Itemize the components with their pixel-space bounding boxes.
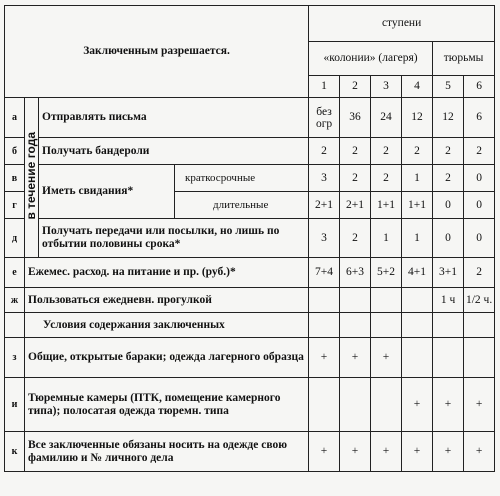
cell-value <box>464 313 495 338</box>
cell-value: 2 <box>340 138 371 165</box>
row-letter: к <box>5 432 25 472</box>
cell-value: 2 <box>371 138 402 165</box>
cell-value: 6 <box>464 98 495 138</box>
cell-value <box>433 313 464 338</box>
cell-value: 3 <box>309 219 340 258</box>
cell-value <box>309 288 340 313</box>
cell-value <box>402 338 433 378</box>
cell-value <box>371 378 402 432</box>
table-row <box>5 258 495 288</box>
cell-value: 3+1 <box>433 258 464 288</box>
table-row <box>5 165 495 192</box>
cell-value: 0 <box>464 165 495 192</box>
section-row <box>5 313 495 338</box>
vertical-label: в течение года <box>24 131 38 220</box>
cell-value: 2+1 <box>340 192 371 219</box>
row-letter: и <box>5 378 25 432</box>
table-row <box>5 432 495 472</box>
cell-value: 6+3 <box>340 258 371 288</box>
section-heading: Условия содержания заключенных <box>25 313 309 338</box>
cell-value <box>340 288 371 313</box>
cell-value: + <box>340 432 371 472</box>
cell-value: 0 <box>464 192 495 219</box>
row-label: Получать передачи или посылки, но лишь по отбытии половины срока* <box>39 219 309 258</box>
cell-value <box>340 378 371 432</box>
stage-number: 3 <box>371 76 402 98</box>
cell-value: + <box>464 378 495 432</box>
cell-value: 24 <box>371 98 402 138</box>
cell-value: 2+1 <box>309 192 340 219</box>
cell-value: 2 <box>433 165 464 192</box>
cell-value: 36 <box>340 98 371 138</box>
cell-value <box>402 288 433 313</box>
cell-value: 2 <box>340 165 371 192</box>
cell-value: + <box>371 432 402 472</box>
cell-value: 1 <box>402 219 433 258</box>
cell-value: 1/2 ч. <box>464 288 495 313</box>
cell-value: + <box>309 338 340 378</box>
table-row <box>5 98 495 138</box>
cell-value <box>340 313 371 338</box>
table-row <box>5 138 495 165</box>
cell-value: 1+1 <box>402 192 433 219</box>
cell-value: + <box>340 338 371 378</box>
header-colonies: «колонии» (лагеря) <box>309 42 433 76</box>
cell-value: 2 <box>402 138 433 165</box>
cell-value: 0 <box>433 219 464 258</box>
row-label: Иметь свидания* <box>39 165 175 219</box>
cell-value: 4+1 <box>402 258 433 288</box>
cell-value: 1 <box>371 219 402 258</box>
cell-value: 2 <box>464 258 495 288</box>
row-letter: а <box>5 98 25 138</box>
table-row <box>5 338 495 378</box>
cell-value <box>309 313 340 338</box>
cell-value: 12 <box>433 98 464 138</box>
row-label: Пользоваться ежедневн. прогулкой <box>25 288 309 313</box>
cell-value <box>402 313 433 338</box>
cell-value: + <box>309 432 340 472</box>
stage-number: 6 <box>464 76 495 98</box>
header-title: Заключенным разрешается. <box>5 6 309 98</box>
cell-value <box>371 288 402 313</box>
vertical-label-cell <box>25 98 39 258</box>
cell-value: 1 ч <box>433 288 464 313</box>
header-row-stages <box>5 6 495 42</box>
row-label: Получать бандероли <box>39 138 309 165</box>
cell-value: + <box>464 432 495 472</box>
regime-table <box>4 5 495 472</box>
cell-value: + <box>371 338 402 378</box>
cell-value: 2 <box>433 138 464 165</box>
cell-value: 1+1 <box>371 192 402 219</box>
row-label: Ежемес. расход. на питание и пр. (руб.)* <box>25 258 309 288</box>
cell-value: 2 <box>371 165 402 192</box>
cell-value: 2 <box>309 138 340 165</box>
cell-value: + <box>433 378 464 432</box>
stage-number: 1 <box>309 76 340 98</box>
section-spacer <box>5 313 25 338</box>
cell-value: без огр <box>309 98 340 138</box>
cell-value: 12 <box>402 98 433 138</box>
cell-value <box>464 338 495 378</box>
table-row <box>5 288 495 313</box>
row-letter: з <box>5 338 25 378</box>
cell-value: 2 <box>464 138 495 165</box>
row-label: Тюремные камеры (ПТК, помещение камерного типа); полосатая одежда тюремн. типа <box>25 378 309 432</box>
row-letter: г <box>5 192 25 219</box>
stage-number: 4 <box>402 76 433 98</box>
cell-value <box>433 338 464 378</box>
row-letter: в <box>5 165 25 192</box>
header-stages: ступени <box>309 6 495 42</box>
cell-value: 7+4 <box>309 258 340 288</box>
row-letter: е <box>5 258 25 288</box>
cell-value: 0 <box>464 219 495 258</box>
cell-value <box>309 378 340 432</box>
row-letter: ж <box>5 288 25 313</box>
row-letter: б <box>5 138 25 165</box>
cell-value: + <box>402 432 433 472</box>
cell-value: + <box>433 432 464 472</box>
stage-number: 5 <box>433 76 464 98</box>
stage-number: 2 <box>340 76 371 98</box>
cell-value: + <box>402 378 433 432</box>
cell-value <box>371 313 402 338</box>
cell-value: 1 <box>402 165 433 192</box>
cell-value: 5+2 <box>371 258 402 288</box>
row-sublabel: длительные <box>175 192 309 219</box>
row-letter: д <box>5 219 25 258</box>
cell-value: 2 <box>340 219 371 258</box>
table-row <box>5 378 495 432</box>
cell-value: 0 <box>433 192 464 219</box>
cell-value: 3 <box>309 165 340 192</box>
row-label: Общие, открытые бараки; одежда лагерного образца <box>25 338 309 378</box>
table-row <box>5 219 495 258</box>
row-label: Все заключенные обязаны носить на одежде свою фамилию и № личного дела <box>25 432 309 472</box>
row-label: Отправлять письма <box>39 98 309 138</box>
row-sublabel: краткосрочные <box>175 165 309 192</box>
header-prisons: тюрьмы <box>433 42 495 76</box>
